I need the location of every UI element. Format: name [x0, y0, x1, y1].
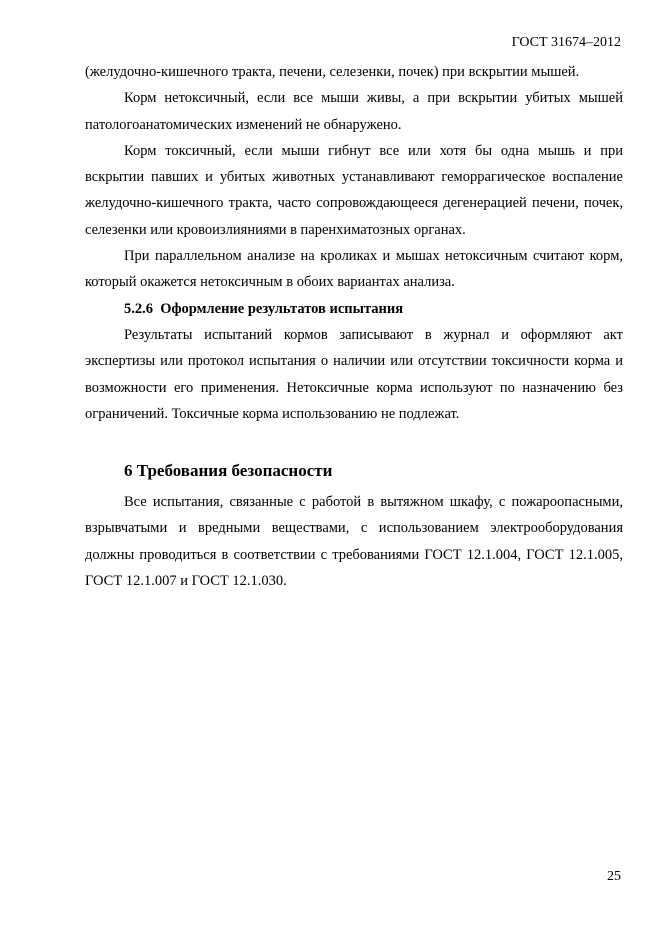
page-number: 25 [607, 869, 621, 884]
paragraph-nontoxic-mice: Корм нетоксичный, если все мыши живы, а при вскрытии убитых мышей патологоанатомических изменений не обнаружено. [85, 90, 623, 133]
paragraph-continuation: (желудочно-кишечного тракта, печени, селезенки, почек) при вскрытии мышей. [85, 64, 580, 80]
subsection-heading-5-2-6 [85, 296, 623, 322]
section-heading-6: 6 Требования безопасности [124, 461, 333, 481]
standard-header: ГОСТ 31674–2012 [511, 35, 621, 50]
paragraph-results-recording: Результаты испытаний кормов записывают в журнал и оформляют акт экспертизы или протокол испытания о наличии или отсутствии токсичности корма и возможности его применения. Нетоксичные корма используют по назначению без ограничений. Токсичные корма использованию не подлежат. [85, 326, 623, 422]
paragraph-parallel-analysis: При параллельном анализе на кроликах и мышах нетоксичным считают корм, который окажется нетоксичным в обоих вариантах анализа. [85, 248, 623, 291]
page-content [85, 59, 623, 594]
paragraph-safety-requirements: Все испытания, связанные с работой в вытяжном шкафу, с пожароопасными, взрывчатыми и вредными веществами, с использованием электрооборудования должны проводиться в соответствии с требованиями ГОСТ 12.1.004, ГОСТ 12.1.005, ГОСТ 12.1.007 и ГОСТ 12.1.030. [85, 494, 623, 590]
paragraph-toxic-mice: Корм токсичный, если мыши гибнут все или хотя бы одна мышь и при вскрытии павших и убитых животных устанавливают геморрагическое воспаление желудочно-кишечного тракта, часто сопровождающееся дегенерацией печени, почек, селезенки или кровоизлияниями в паренхиматозных органах. [85, 142, 623, 238]
subsection-title: Оформление результатов испытания [160, 300, 404, 317]
subsection-number: 5.2.6 [124, 300, 153, 317]
